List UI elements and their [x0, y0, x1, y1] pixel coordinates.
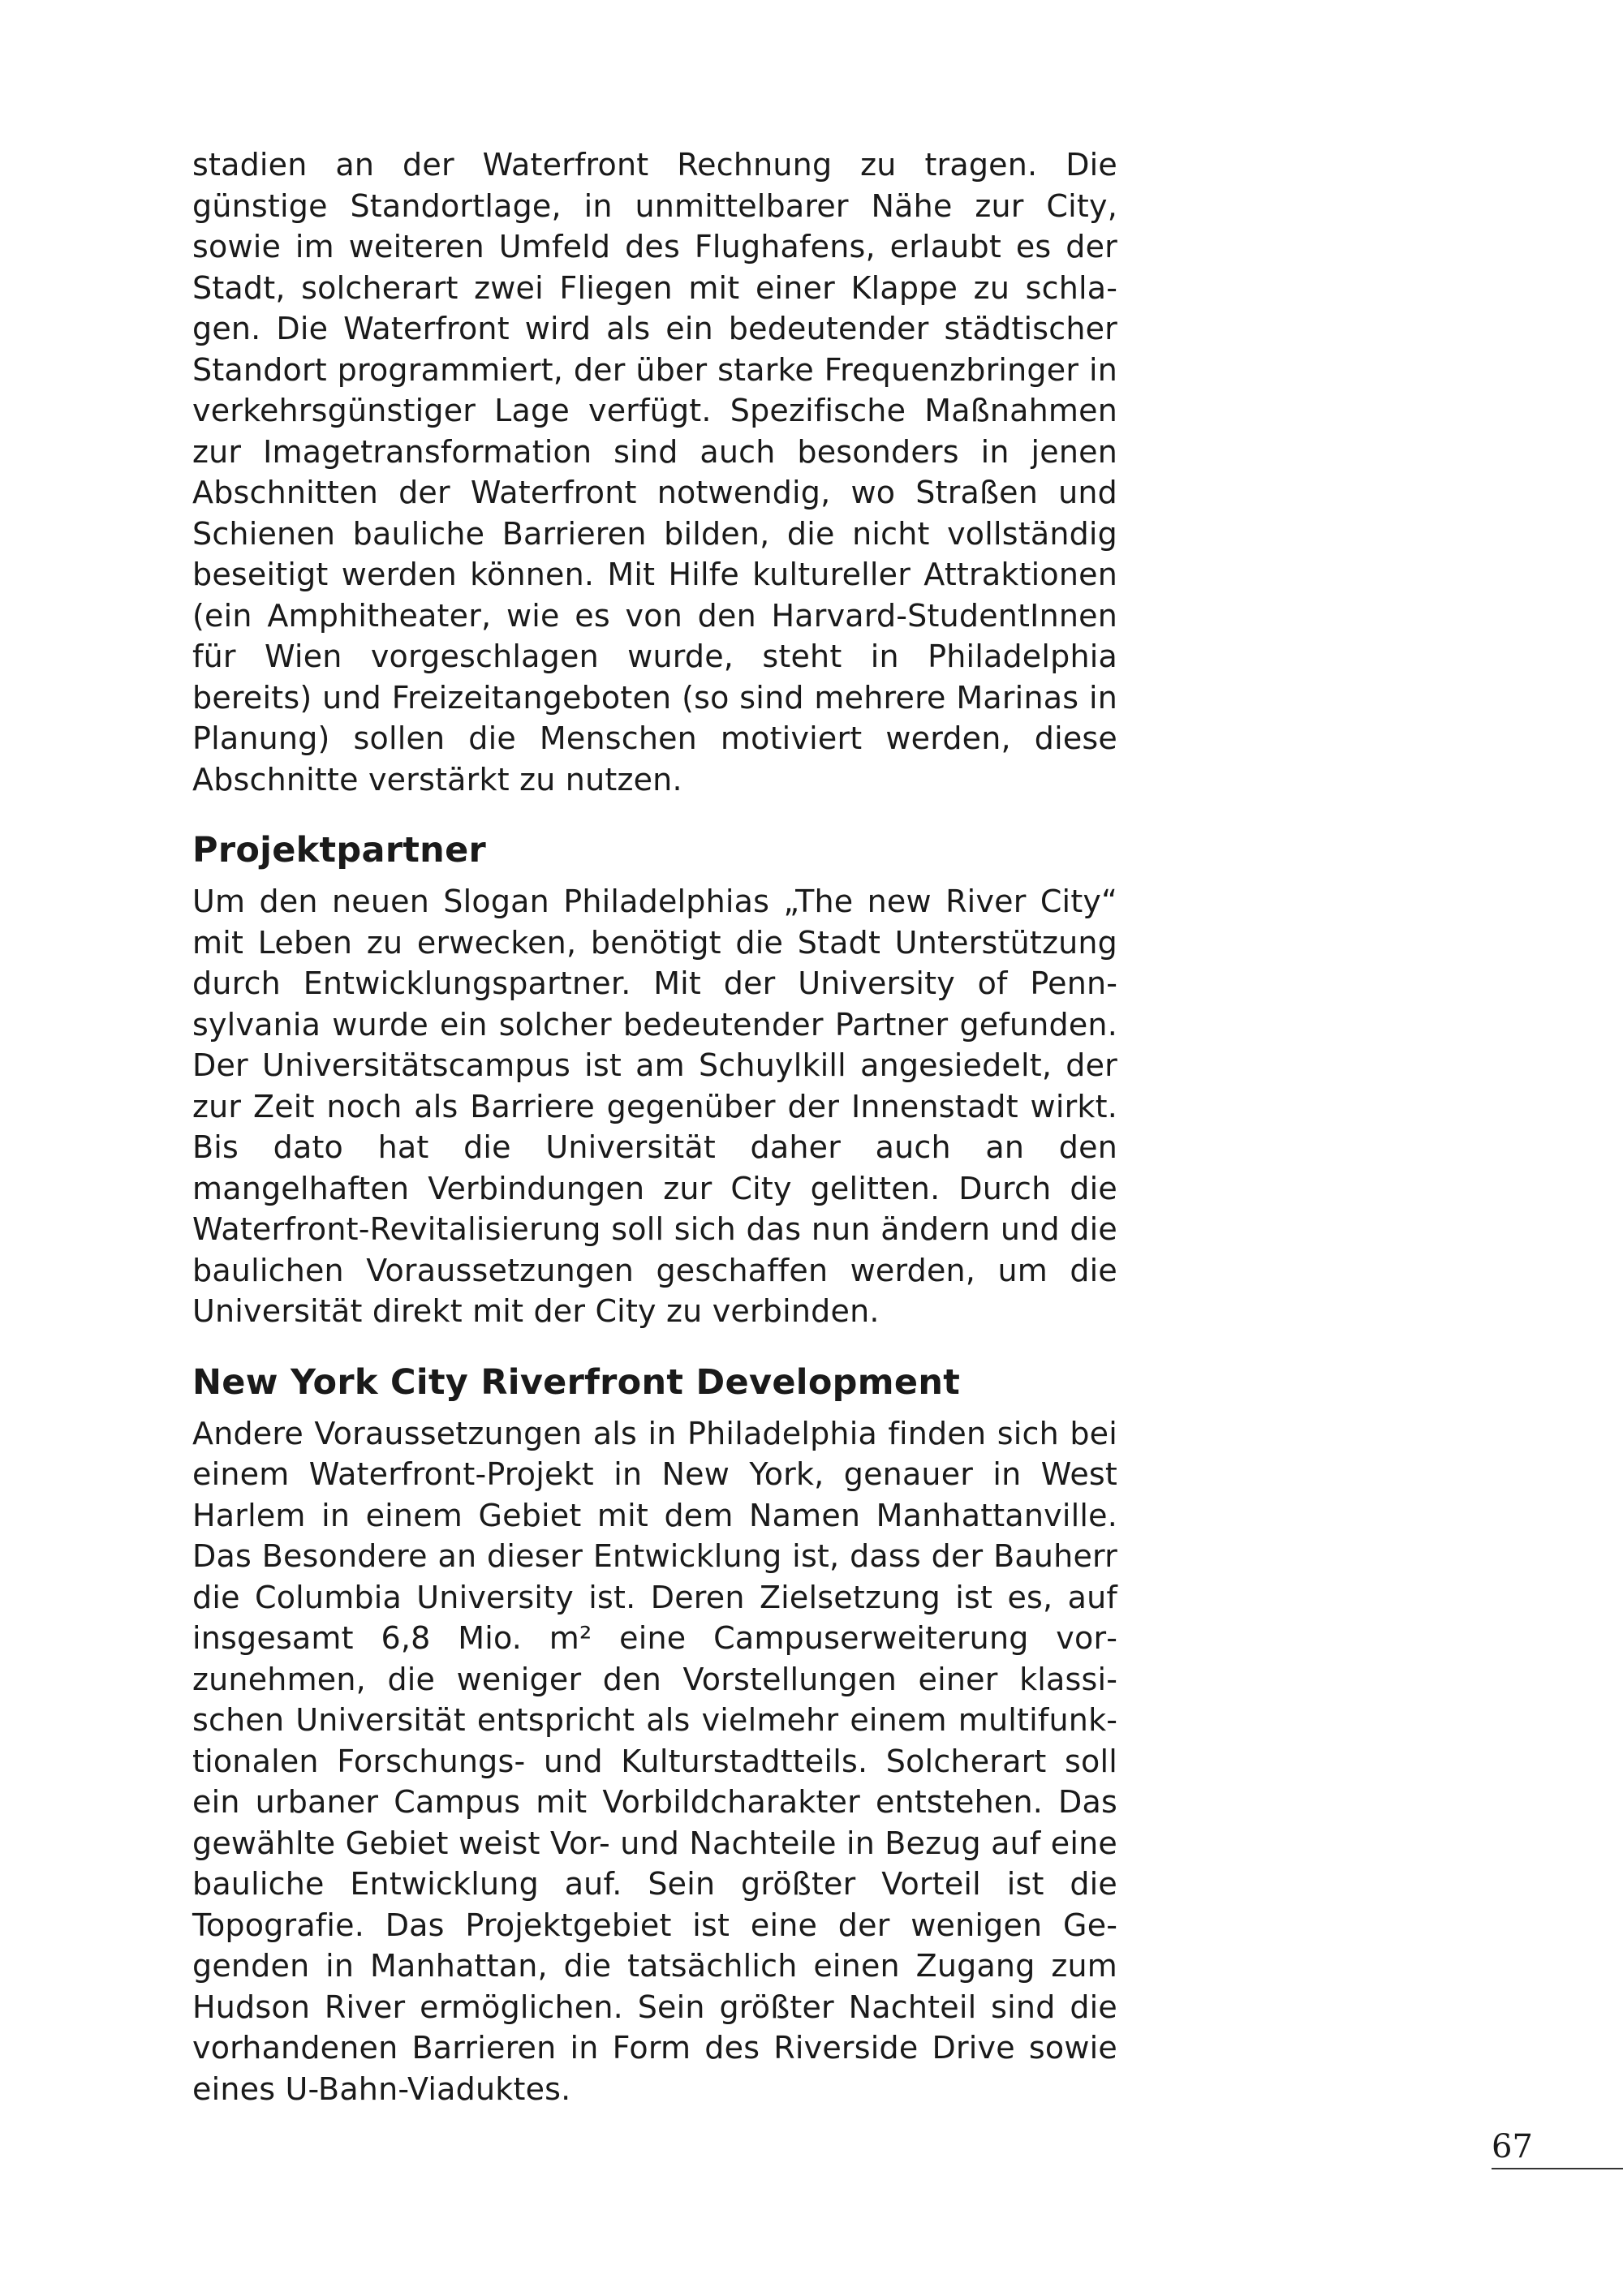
section-paragraph-projektpartner: Um den neuen Slogan Philadelphias „The new River City“ mit Leben zu erwecken, benötigt die Stadt Unterstützung durch Entwicklungspartner. Mit der University of Pennsylvania wurde ein solcher bedeutender Partner gefunden. Der Universitätscampus ist am Schuylkill angesiedelt, der zur Zeit noch als Barriere gegenüber der Innenstadt wirkt. Bis dato hat die Universität daher auch an den mangelhaften Verbindungen zur City gelitten. Durch die Waterfront-Revitalisierung soll sich das nun ändern und die baulichen Voraussetzungen geschaffen werden, um die Universität direkt mit der City zu verbinden. — [192, 884, 1117, 1329]
page-number-rule — [1492, 2168, 1623, 2169]
section-heading-nyc-riverfront: New York City Riverfront Development — [192, 1361, 961, 1403]
intro-paragraph: stadien an der Waterfront Rechnung zu tragen. Die günstige Standortlage, in unmittelbarer Nähe zur City, sowie im weiteren Umfeld des Flughafens, erlaubt es der Stadt, solcherart zwei Fliegen mit einer Klappe zu schlagen. Die Waterfront wird als ein bedeutender städtischer Standort programmiert, der über starke Frequenzbringer in verkehrsgünstiger Lage verfügt. Spezifische Maßnahmen zur Imagetransformation sind auch besonders in jenen Abschnitten der Waterfront notwendig, wo Straßen und Schienen bauliche Barrieren bilden, die nicht vollständig beseitigt werden können. Mit Hilfe kultureller Attraktionen (ein Amphitheater, wie es von den Harvard-StudentInnen für Wien vorgeschlagen wurde, steht in Philadelphia bereits) und Freizeitangeboten (so sind mehrere Marinas in Planung) sollen die Menschen motiviert werden, diese Abschnitte verstärkt zu nutzen. — [192, 147, 1117, 798]
text-column — [192, 144, 1117, 2109]
section-paragraph-nyc-riverfront: Andere Voraussetzungen als in Philadelphia finden sich bei einem Waterfront-Projekt in New York, genauer in West Harlem in einem Gebiet mit dem Namen Manhattanville. Das Besondere an dieser Entwicklung ist, dass der Bauherr die Columbia University ist. Deren Zielsetzung ist es, auf insgesamt 6,8 Mio. m² eine Campuserweiterung vorzunehmen, die weniger den Vorstellungen einer klassischen Universität entspricht als vielmehr einem multifunktionalen Forschungs- und Kulturstadtteils. Solcherart soll ein urbaner Campus mit Vorbildcharakter entstehen. Das gewählte Gebiet weist Vor- und Nachteile in Bezug auf eine bauliche Entwicklung auf. Sein größter Vorteil ist die Topografie. Das Projektgebiet ist eine der wenigen Gegenden in Manhattan, die tatsächlich einen Zugang zum Hudson River ermöglichen. Sein größter Nachteil sind die vorhandenen Barrieren in Form des Riverside Drive sowie eines U-Bahn-Viaduktes. — [192, 1415, 1117, 2107]
section-heading-projektpartner: Projektpartner — [192, 830, 487, 871]
page-number: 67 — [1492, 2128, 1533, 2165]
